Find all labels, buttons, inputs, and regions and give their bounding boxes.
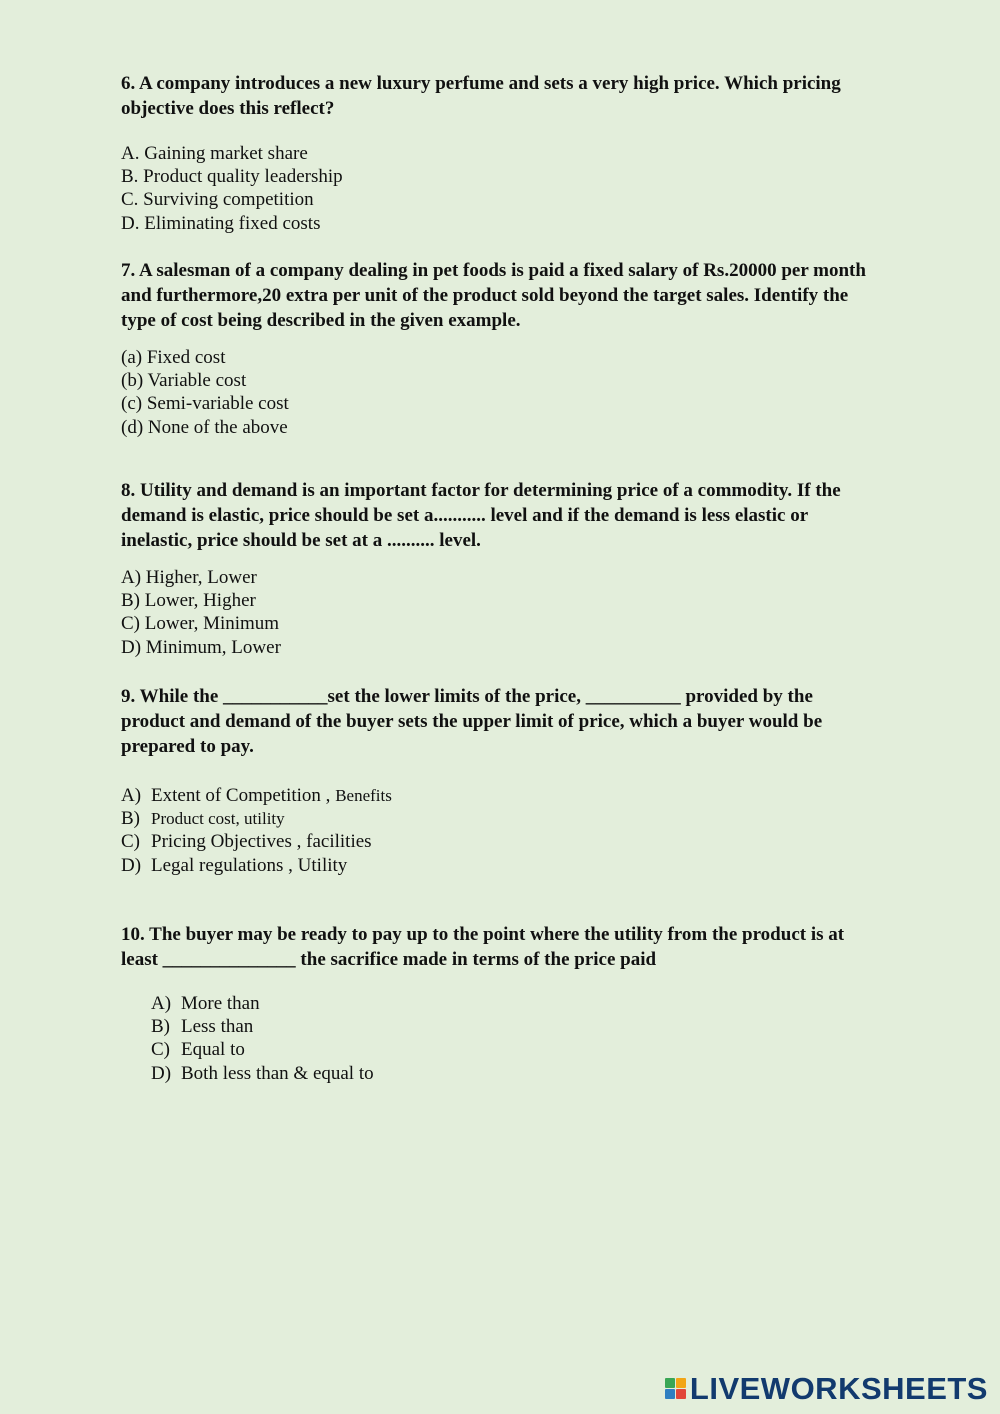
- option-text: More than: [181, 993, 260, 1014]
- logo-grid-tile-2: [676, 1378, 686, 1388]
- logo-grid-tile-1: [665, 1378, 675, 1388]
- option-label: B): [151, 1016, 170, 1038]
- question-6-option-d[interactable]: D. Eliminating fixed costs: [121, 212, 321, 234]
- question-6-text: 6. A company introduces a new luxury perfume and sets a very high price. Which pricing objective does this reflect?: [121, 73, 841, 119]
- question-6-option-a[interactable]: A. Gaining market share: [121, 143, 308, 164]
- question-6-option-c[interactable]: C. Surviving competition: [121, 189, 314, 211]
- option-label: A): [121, 785, 142, 806]
- option-text-small: Product cost, utility: [151, 809, 285, 829]
- question-8-options: [121, 566, 281, 659]
- option-text: Less than: [181, 1016, 254, 1038]
- question-9-text: 9. While the ___________set the lower limits of the price, __________ provided by the product and demand of the buyer sets the upper limit of price, which a buyer would be prepared to pay.: [121, 686, 823, 757]
- question-10-text: 10. The buyer may be ready to pay up to the point where the utility from the product is at least ______________ the sacrifice made in terms of the price paid: [121, 924, 845, 970]
- option-text: Legal regulations , Utility: [151, 854, 348, 876]
- question-7-option-b[interactable]: (b) Variable cost: [121, 370, 247, 392]
- question-9-option-b[interactable]: [121, 807, 392, 830]
- option-label: C): [121, 831, 140, 853]
- option-label: D): [151, 1062, 172, 1084]
- question-7-text: 7. A salesman of a company dealing in pet foods is paid a fixed salary of Rs.20000 per month and furthermore,20 extra per unit of the product sold beyond the target sales. Identify the type of cost being described in the given example.: [121, 260, 866, 331]
- question-7-options: [121, 346, 289, 439]
- question-10-options: [151, 992, 374, 1085]
- option-text-small: Benefits: [335, 786, 392, 805]
- option-text: Pricing Objectives , facilities: [151, 831, 372, 853]
- question-9-option-d[interactable]: [121, 854, 392, 877]
- question-10-option-a[interactable]: [151, 992, 374, 1015]
- option-label: D): [121, 854, 142, 876]
- question-7-option-a[interactable]: (a) Fixed cost: [121, 347, 226, 368]
- logo-text: LIVEWORKSHEETS: [689, 1371, 988, 1406]
- question-9-options: [121, 784, 392, 877]
- option-label: A): [151, 993, 172, 1014]
- question-7-option-c[interactable]: (c) Semi-variable cost: [121, 393, 289, 415]
- liveworksheets-logo[interactable]: [665, 1373, 988, 1404]
- question-7-option-d[interactable]: (d) None of the above: [121, 416, 288, 438]
- option-text: Extent of Competition ,: [151, 785, 336, 806]
- option-text: Equal to: [181, 1039, 245, 1061]
- question-6-option-b[interactable]: B. Product quality leadership: [121, 166, 343, 188]
- question-8-text: 8. Utility and demand is an important factor for determining price of a commodity. If the demand is elastic, price should be set a........... level and if the demand is less elastic or inelastic, price should be set at a .......... level.: [121, 480, 841, 551]
- option-label: C): [151, 1039, 170, 1061]
- question-10-option-b[interactable]: [151, 1015, 374, 1038]
- question-8-option-c[interactable]: C) Lower, Minimum: [121, 613, 280, 635]
- question-10-option-c[interactable]: [151, 1038, 374, 1061]
- logo-grid-tile-3: [665, 1389, 675, 1399]
- option-text: Both less than & equal to: [181, 1062, 374, 1084]
- liveworksheets-logo-icon: [665, 1378, 686, 1399]
- question-8-option-a[interactable]: A) Higher, Lower: [121, 567, 257, 588]
- question-6-options: [121, 142, 343, 235]
- question-8-option-b[interactable]: B) Lower, Higher: [121, 590, 256, 612]
- logo-grid-tile-4: [676, 1389, 686, 1399]
- question-10-option-d[interactable]: [151, 1062, 374, 1085]
- question-9-option-c[interactable]: [121, 830, 392, 853]
- question-9-option-a[interactable]: [121, 784, 392, 807]
- option-label: B): [121, 808, 140, 830]
- question-8-option-d[interactable]: D) Minimum, Lower: [121, 636, 281, 658]
